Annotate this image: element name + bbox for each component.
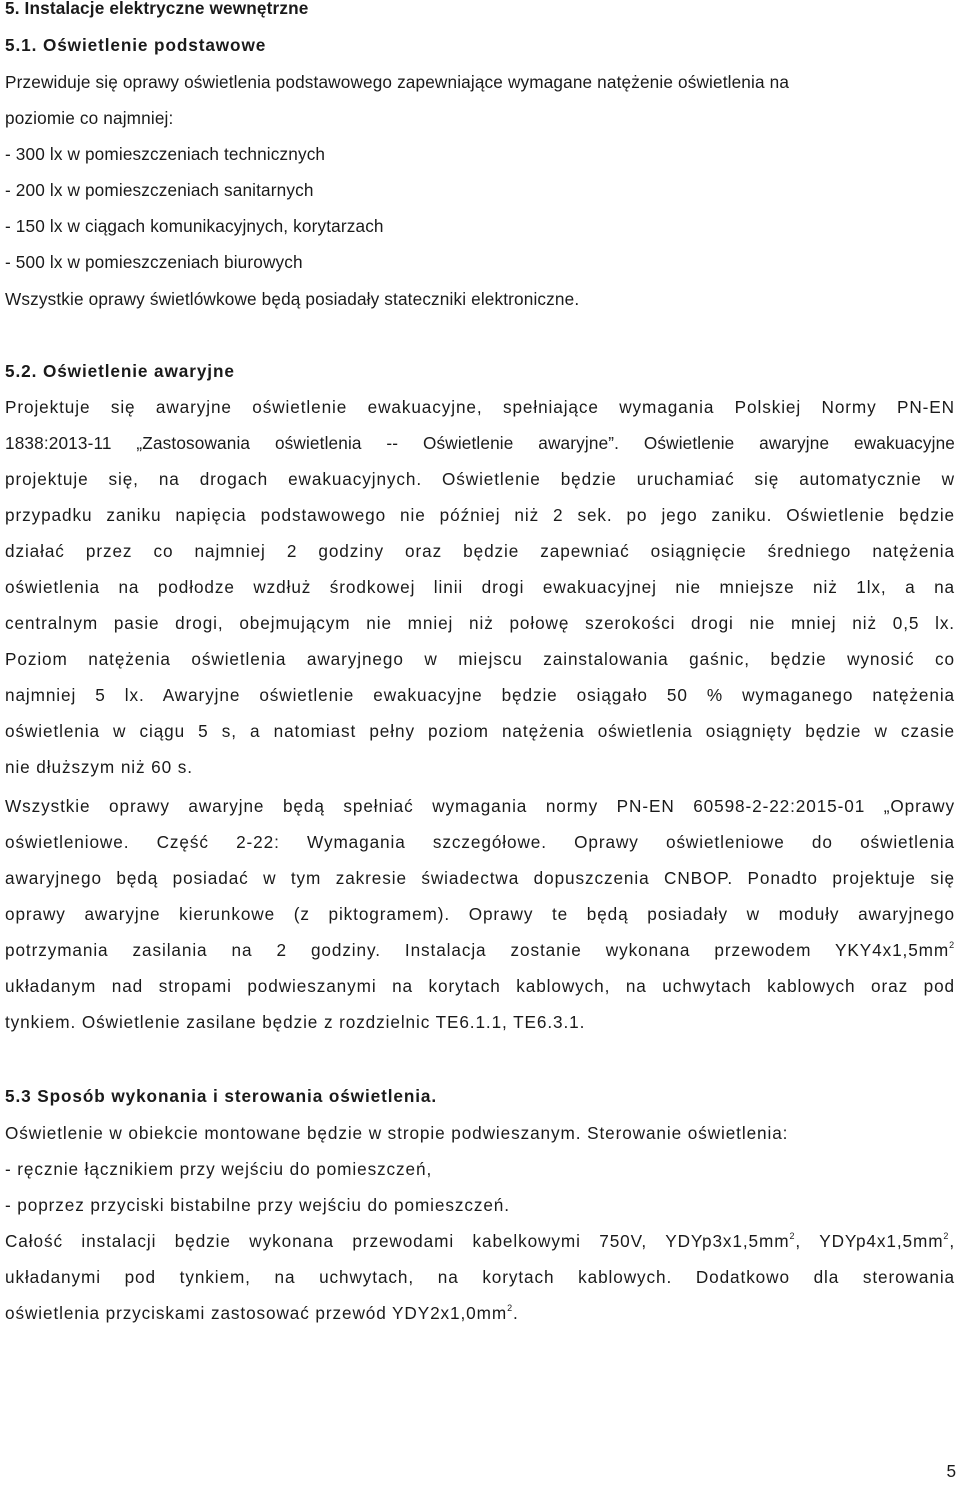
text-span: Całość instalacji będzie wykonana przewodami kabelkowymi 750V, YDYp3x1,5mm bbox=[5, 1231, 790, 1251]
list-item: - ręcznie łącznikiem przy wejściu do pomieszczeń, bbox=[5, 1159, 433, 1179]
text-line: Poziom natężenia oświetlenia awaryjnego w miejscu zainstalowania gaśnic, będzie wynosić co bbox=[5, 649, 955, 669]
text-span: potrzymania zasilania na 2 godziny. Instalacja zostanie wykonana przewodem YKY4x1,5mm bbox=[5, 940, 950, 960]
text-line: oświetleniowe. Część 2-22: Wymagania szczegółowe. Oprawy oświetleniowe do oświetlenia bbox=[5, 832, 955, 852]
superscript: 2 bbox=[949, 940, 955, 950]
superscript: 2 bbox=[943, 1231, 950, 1241]
text-line: układanymi pod tynkiem, na uchwytach, na korytach kablowych. Dodatkowo dla sterowania bbox=[5, 1267, 955, 1287]
section-5-2-heading: 5.2. Oświetlenie awaryjne bbox=[5, 361, 235, 381]
text-line: oprawy awaryjne kierunkowe (z piktogramem). Oprawy te będą posiadały w moduły awaryjnego bbox=[5, 904, 955, 924]
page-number: 5 bbox=[946, 1461, 956, 1481]
text-line: tynkiem. Oświetlenie zasilane będzie z rozdzielnic TE6.1.1, TE6.3.1. bbox=[5, 1012, 586, 1032]
list-item: - poprzez przyciski bistabilne przy wejściu do pomieszczeń. bbox=[5, 1195, 510, 1215]
text-line: Wszystkie oprawy świetlówkowe będą posiadały stateczniki elektroniczne. bbox=[5, 289, 580, 309]
text-line: Wszystkie oprawy awaryjne będą spełniać wymagania normy PN-EN 60598-2-22:2015-01 „Oprawy bbox=[5, 796, 955, 816]
text-span: . bbox=[512, 1303, 519, 1323]
text-span: , YDYp4x1,5mm bbox=[795, 1231, 944, 1251]
text-line: oświetlenia na podłodze wzdłuż środkowej linii drogi ewakuacyjnej nie mniejsze niż 1lx, a na bbox=[5, 577, 955, 597]
text-line: najmniej 5 lx. Awaryjne oświetlenie ewakuacyjne będzie osiągało 50 % wymaganego natężenia bbox=[5, 685, 955, 705]
text-line: awaryjnego będą posiadać w tym zakresie świadectwa dopuszczenia CNBOP. Ponadto projektuje się bbox=[5, 868, 955, 888]
text-line: 1838:2013-11 „Zastosowania oświetlenia -- Oświetlenie awaryjne”. Oświetlenie awaryjne ewakuacyjne bbox=[5, 433, 955, 453]
text-line: Przewiduje się oprawy oświetlenia podstawowego zapewniające wymagane natężenie oświetlenia na bbox=[5, 72, 790, 92]
text-span: oświetlenia przyciskami zastosować przewód YDY2x1,0mm bbox=[5, 1303, 508, 1323]
superscript: 2 bbox=[507, 1303, 513, 1313]
text-line: projektuje się, na drogach ewakuacyjnych. Oświetlenie będzie uruchamiać się automatycznie w bbox=[5, 469, 955, 489]
list-item: - 150 lx w ciągach komunikacyjnych, korytarzach bbox=[5, 216, 384, 236]
text-line: centralnym pasie drogi, obejmującym nie mniej niż połowę szerokości drogi nie mniej niż 0,5 lx. bbox=[5, 613, 955, 633]
list-item: - 300 lx w pomieszczeniach technicznych bbox=[5, 144, 326, 164]
text-line: Projektuje się awaryjne oświetlenie ewakuacyjne, spełniające wymagania Polskiej Normy PN-EN bbox=[5, 397, 955, 417]
text-line bbox=[5, 938, 955, 965]
superscript: 2 bbox=[789, 1231, 796, 1241]
text-line: układanym nad stropami podwieszanymi na korytach kablowych, na uchwytach kablowych oraz pod bbox=[5, 976, 955, 996]
text-line bbox=[5, 1301, 519, 1328]
list-item: - 200 lx w pomieszczeniach sanitarnych bbox=[5, 180, 314, 200]
section-5-1-heading: 5.1. Oświetlenie podstawowe bbox=[5, 35, 267, 55]
text-line: nie dłuższym niż 60 s. bbox=[5, 757, 193, 777]
text-line: oświetlenia w ciągu 5 s, a natomiast pełny poziom natężenia oświetlenia osiągnięty będzie w czasie bbox=[5, 721, 955, 741]
text-line: przypadku zaniku napięcia podstawowego nie później niż 2 sek. po jego zaniku. Oświetlenie będzie bbox=[5, 505, 955, 525]
text-span: , bbox=[949, 1231, 956, 1251]
list-item: - 500 lx w pomieszczeniach biurowych bbox=[5, 252, 303, 272]
section-5-3-heading: 5.3 Sposób wykonania i sterowania oświetlenia. bbox=[5, 1086, 438, 1106]
text-line: Oświetlenie w obiekcie montowane będzie w stropie podwieszanym. Sterowanie oświetlenia: bbox=[5, 1123, 789, 1143]
text-line bbox=[5, 1229, 955, 1256]
text-line: poziomie co najmniej: bbox=[5, 108, 174, 128]
text-line: działać przez co najmniej 2 godziny oraz będzie zapewniać osiągnięcie średniego natężenia bbox=[5, 541, 955, 561]
section-5-heading: 5. Instalacje elektryczne wewnętrzne bbox=[5, 0, 309, 18]
